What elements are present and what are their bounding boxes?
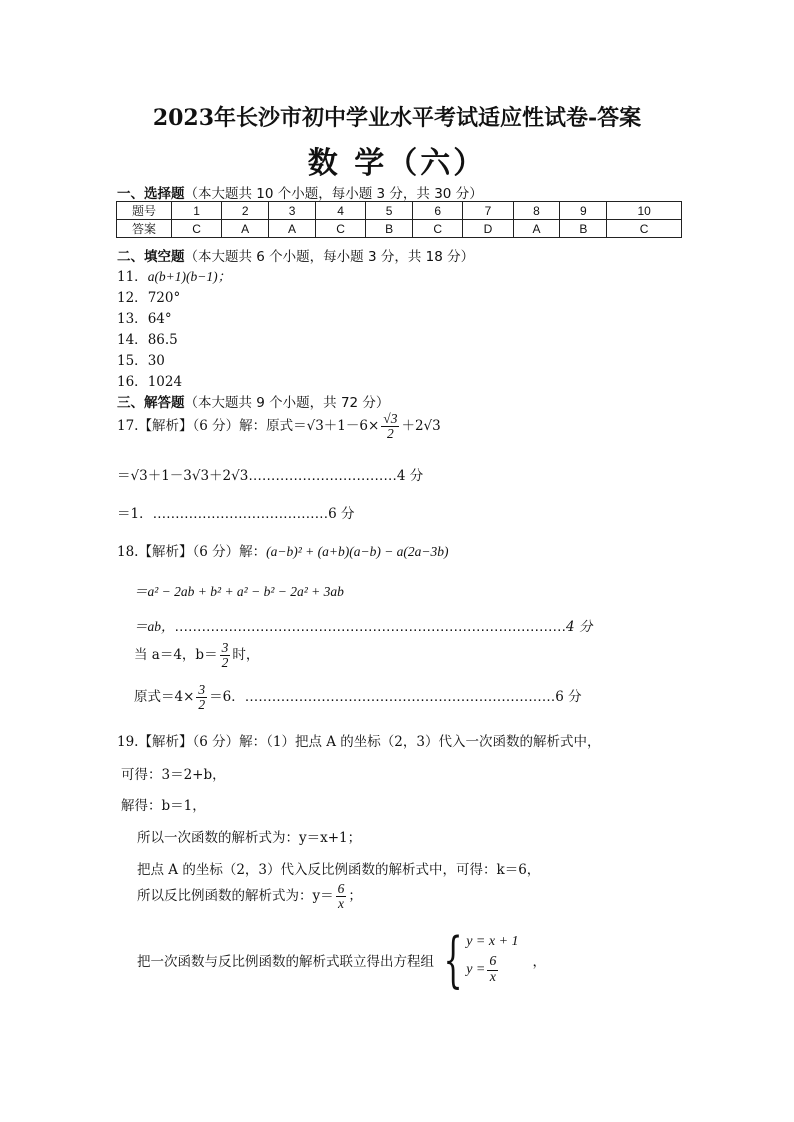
denominator: 2 [386, 426, 394, 442]
section-note: （本大题共 10 个小题，每小题 3 分，共 30 分） [184, 186, 483, 202]
table-row-questions [117, 202, 682, 220]
document-title: 2023年长沙市初中学业水平考试适应性试卷-答案 [152, 105, 642, 131]
q19-text: 把一次函数与反比例函数的解析式联立得出方程组 [137, 954, 434, 970]
q19-line-4 [137, 826, 361, 846]
fraction [336, 882, 347, 911]
section-heading-choice [117, 182, 483, 202]
table-cell: 4 [315, 202, 365, 220]
denominator: x [338, 896, 345, 912]
table-cell: 7 [463, 202, 513, 220]
leader-dots: ………………………………… [152, 506, 329, 522]
fraction [220, 641, 231, 670]
q19-text: 可得：3＝2+b， [121, 767, 226, 783]
item-number: 11． [117, 269, 148, 285]
q19-text: 解得：b＝1， [121, 798, 206, 814]
row-label: 题号 [117, 202, 172, 220]
denominator: x [489, 969, 496, 985]
item-answer: 64° [147, 311, 172, 327]
fraction [487, 955, 498, 985]
q17-lead: 17.【解析】（6 分）解：原式＝√3＋1－6× [117, 418, 380, 435]
item-number: 15． [117, 353, 148, 369]
table-cell: 2 [222, 202, 269, 220]
numerator: 3 [221, 640, 229, 655]
q19-line-5 [137, 858, 540, 878]
q18-step: ＝ab， [134, 619, 175, 634]
score-label: 4 分 [396, 468, 424, 484]
table-cell: 9 [560, 202, 607, 220]
table-cell: 1 [172, 202, 222, 220]
table-cell: B [366, 220, 413, 238]
section-title: 二、填空题 [117, 249, 185, 265]
section-heading-solve [117, 391, 389, 411]
q19-text: 把点 A 的坐标（2，3）代入反比例函数的解析式中，可得：k＝6， [137, 862, 541, 878]
list-item [117, 370, 182, 390]
list-item [117, 265, 231, 285]
table-cell: A [222, 220, 269, 238]
table-cell: C [172, 220, 222, 238]
q17-lead-tail: ＋2√3 [401, 418, 441, 435]
q18-line-4 [134, 641, 259, 670]
table-cell: C [315, 220, 365, 238]
q19-lead: 19.【解析】（6 分）解：（1）把点 A 的坐标（2，3）代入一次函数的解析式中， [117, 734, 601, 750]
row-label: 答案 [117, 220, 172, 238]
fraction [196, 683, 207, 712]
answer-table [116, 201, 682, 238]
q18-result: 原式＝4× [134, 689, 195, 706]
item-answer: 720° [147, 290, 181, 306]
q19-line-1 [117, 730, 600, 750]
item-answer: a(b+1)(b−1)； [147, 269, 232, 284]
q17-step: ＝1． [117, 506, 153, 522]
q18-line-3 [134, 615, 592, 635]
numerator: √3 [383, 411, 398, 426]
table-cell: C [607, 220, 682, 238]
table-cell: D [463, 220, 513, 238]
numerator: 3 [198, 682, 206, 697]
leader-dots: …………………………… [248, 468, 397, 484]
numerator: 6 [489, 954, 497, 970]
brace-symbol: { [443, 925, 463, 995]
leader-dots: …………………………………………………………… [244, 689, 556, 706]
leader-dots: …………………………………………………………………………… [174, 619, 566, 635]
table-cell: C [413, 220, 463, 238]
item-number: 13． [117, 311, 148, 327]
q18-step: ＝a² − 2ab + b² + a² − b² − 2a² + 3ab [134, 584, 344, 599]
item-answer: 86.5 [147, 332, 178, 348]
fraction [381, 412, 399, 441]
item-answer: 30 [147, 353, 165, 369]
table-cell: 5 [366, 202, 413, 220]
q19-line-3 [121, 794, 206, 814]
score-label: 6 分 [555, 689, 582, 706]
q17-line-2 [117, 464, 423, 484]
q19-text-tail: ； [348, 888, 362, 905]
table-cell: A [269, 220, 316, 238]
q19-text-tail: ， [532, 954, 547, 970]
q19-line-7 [137, 925, 547, 995]
denominator: 2 [198, 697, 206, 713]
q19-line-2 [121, 763, 226, 783]
equation-lhs: y = [466, 961, 486, 977]
table-cell: B [560, 220, 607, 238]
q18-condition-tail: 时， [232, 647, 260, 664]
q17-line-3 [117, 502, 354, 522]
q18-condition: 当 a＝4，b＝ [134, 647, 218, 664]
section-title: 三、解答题 [117, 395, 185, 411]
q17-step: ＝√3＋1－3√3＋2√3 [117, 468, 249, 484]
item-number: 12． [117, 290, 148, 306]
table-cell: 10 [607, 202, 682, 220]
equation-bottom [466, 955, 518, 985]
item-answer: 1024 [147, 374, 183, 390]
item-number: 16． [117, 374, 148, 390]
q18-line-5 [134, 683, 582, 712]
q19-text: 所以一次函数的解析式为：y＝x+1； [137, 830, 362, 846]
table-cell: 3 [269, 202, 316, 220]
equation-top: y = x + 1 [466, 934, 519, 950]
q19-line-6 [137, 882, 362, 911]
section-note: （本大题共 9 个小题，共 72 分） [184, 395, 390, 411]
numerator: 6 [337, 881, 345, 896]
q18-expression: (a−b)² + (a+b)(a−b) − a(2a−3b) [266, 544, 449, 559]
score-label: 4 分 [566, 619, 593, 635]
q18-lead: 18.【解析】（6 分）解： [117, 544, 267, 560]
q19-text: 所以反比例函数的解析式为：y＝ [137, 888, 334, 905]
table-cell: 6 [413, 202, 463, 220]
q18-line-2 [134, 580, 344, 600]
item-number: 14． [117, 332, 148, 348]
q17-line-1 [117, 412, 441, 441]
list-item [117, 307, 172, 327]
list-item [117, 286, 180, 306]
section-heading-fill [117, 245, 474, 265]
table-row-answers [117, 220, 682, 238]
section-title: 一、选择题 [117, 186, 185, 202]
equation-system [466, 934, 518, 985]
table-cell: 8 [513, 202, 560, 220]
section-note: （本大题共 6 个小题，每小题 3 分，共 18 分） [184, 249, 475, 265]
list-item [117, 349, 165, 369]
score-label: 6 分 [328, 506, 355, 522]
q18-line-1 [117, 540, 449, 560]
q18-result-tail: ＝6． [209, 689, 245, 706]
subject-title: 数 学（六） [307, 146, 487, 181]
table-cell: A [513, 220, 560, 238]
list-item [117, 328, 178, 348]
denominator: 2 [221, 655, 229, 671]
